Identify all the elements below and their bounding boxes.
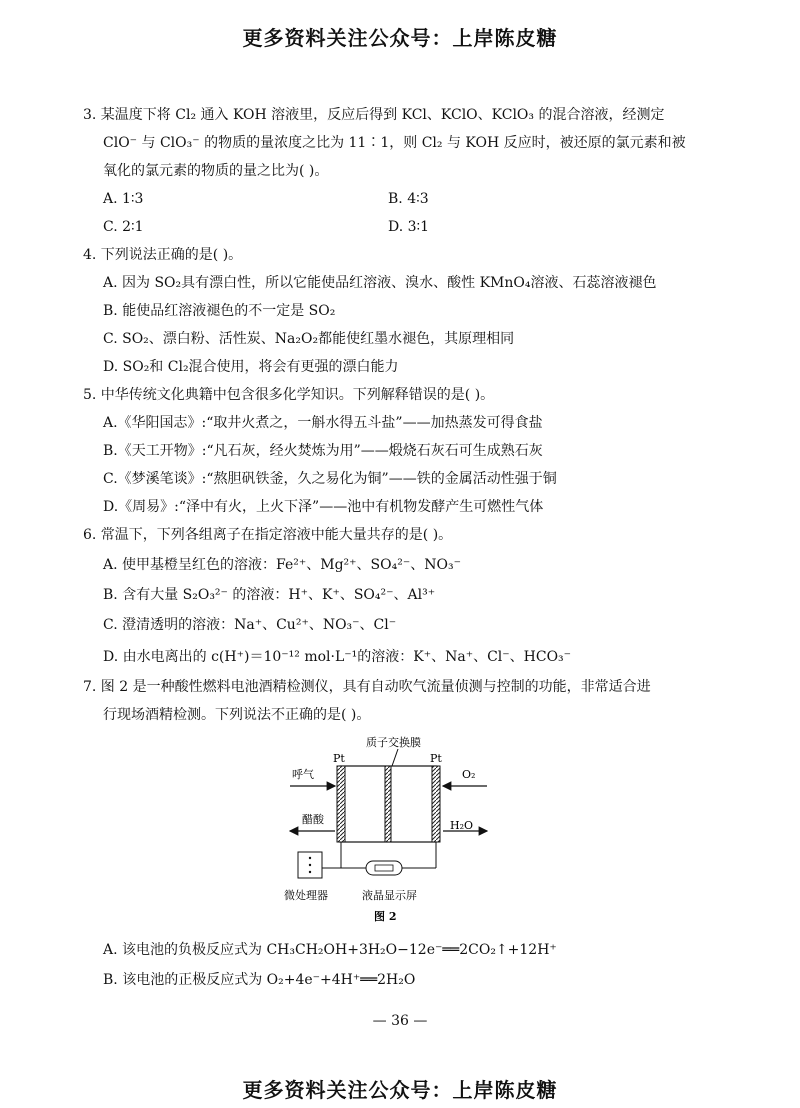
q7-option-b: B. 该电池的正极反应式为 O₂+4e⁻+4H⁺══2H₂O (103, 972, 416, 988)
header-banner: 更多资料关注公众号：上岸陈皮糖 (242, 26, 558, 50)
q6-option-b: B. 含有大量 S₂O₃²⁻ 的溶液：H⁺、K⁺、SO₄²⁻、Al³⁺ (103, 587, 436, 603)
lcd-screen (366, 861, 402, 875)
figure-caption: 图 2 (374, 910, 397, 923)
lcd-label: 液晶显示屏 (362, 889, 417, 902)
q4-option-c: C. SO₂、漂白粉、活性炭、Na₂O₂都能使红墨水褪色，其原理相同 (103, 331, 515, 347)
q5-option-c: C.《梦溪笔谈》:“熬胆矾铁釜，久之易化为铜”——铁的金属活动性强于铜 (103, 471, 557, 487)
q3-option-b: B. 4∶3 (388, 191, 429, 207)
footer-banner: 更多资料关注公众号：上岸陈皮糖 (242, 1078, 558, 1102)
h2o-label: H₂O (450, 819, 474, 832)
o2-label: O₂ (462, 768, 476, 781)
proton-membrane (385, 766, 391, 842)
processor-dot-1 (309, 857, 311, 859)
membrane-label: 质子交换膜 (366, 736, 421, 749)
q7-option-a: A. 该电池的负极反应式为 CH₃CH₂OH+3H₂O−12e⁻══2CO₂↑+12H⁺ (103, 942, 557, 958)
processor-label: 微处理器 (284, 889, 328, 902)
q7-line1: 7. 图 2 是一种酸性燃料电池酒精检测仪，具有自动吹气流量侦测与控制的功能，非常适合进 (83, 679, 651, 695)
q3-option-c: C. 2∶1 (103, 219, 144, 235)
q5-option-d: D.《周易》:“泽中有火，上火下泽”——池中有机物发酵产生可燃性气体 (103, 499, 544, 515)
processor-dot-3 (309, 871, 311, 873)
pt-left-label: Pt (333, 752, 345, 765)
q3-option-d: D. 3∶1 (388, 219, 430, 235)
electrode-right (432, 766, 440, 842)
q6-option-c: C. 澄清透明的溶液：Na⁺、Cu²⁺、NO₃⁻、Cl⁻ (103, 617, 397, 633)
q6-option-a: A. 使甲基橙呈红色的溶液：Fe²⁺、Mg²⁺、SO₄²⁻、NO₃⁻ (103, 557, 461, 573)
page-number: — 36 — (372, 1013, 428, 1029)
q4-option-a: A. 因为 SO₂具有漂白性，所以它能使品红溶液、溴水、酸性 KMnO₄溶液、石蕊溶液褪色 (103, 275, 657, 291)
figure-2-diagram (280, 732, 520, 927)
q4-option-d: D. SO₂和 Cl₂混合使用，将会有更强的漂白能力 (103, 359, 399, 375)
q3-line3: 氧化的氯元素的物质的量之比为( )。 (103, 163, 329, 179)
acetic-label: 醋酸 (302, 813, 324, 826)
q5-option-a: A.《华阳国志》:“取井火煮之，一斛水得五斗盐”——加热蒸发可得食盐 (103, 415, 543, 431)
q4-stem: 4. 下列说法正确的是( )。 (83, 247, 243, 263)
q6-stem: 6. 常温下，下列各组离子在指定溶液中能大量共存的是( )。 (83, 527, 453, 543)
q7-line2: 行现场酒精检测。下列说法不正确的是( )。 (103, 707, 371, 723)
q6-option-d: D. 由水电离出的 c(H⁺)＝10⁻¹² mol·L⁻¹的溶液：K⁺、Na⁺、Cl⁻、HCO₃⁻ (103, 649, 572, 665)
q5-stem: 5. 中华传统文化典籍中包含很多化学知识。下列解释错误的是( )。 (83, 387, 495, 403)
q3-option-a: A. 1∶3 (103, 191, 144, 207)
breath-label: 呼气 (292, 768, 314, 781)
processor-dot-2 (309, 864, 311, 866)
q3-line1: 3. 某温度下将 Cl₂ 通入 KOH 溶液里，反应后得到 KCl、KClO、KClO₃ 的混合溶液，经测定 (83, 107, 665, 123)
electrode-left (337, 766, 345, 842)
q4-option-b: B. 能使品红溶液褪色的不一定是 SO₂ (103, 303, 336, 319)
q5-option-b: B.《天工开物》:“凡石灰，经火焚炼为用”——煅烧石灰石可生成熟石灰 (103, 443, 543, 459)
q3-line2: ClO⁻ 与 ClO₃⁻ 的物质的量浓度之比为 11∶1，则 Cl₂ 与 KOH 反应时，被还原的氯元素和被 (103, 135, 686, 151)
membrane-pointer (392, 749, 398, 766)
pt-right-label: Pt (430, 752, 442, 765)
